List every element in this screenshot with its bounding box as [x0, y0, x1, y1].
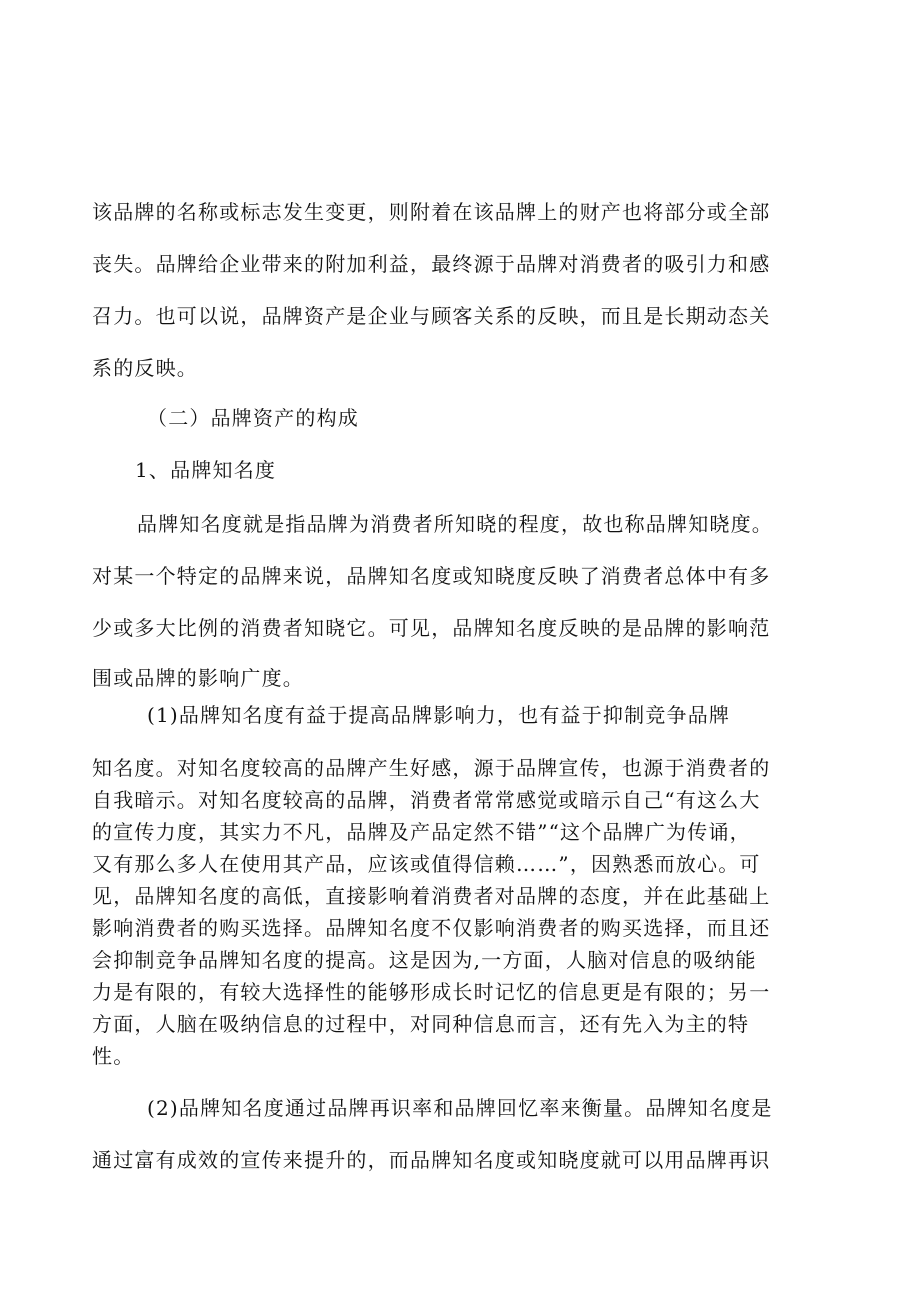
paragraph-line: 少或多大比例的消费者知晓它。可见，品牌知名度反映的是品牌的影响范 [92, 616, 771, 640]
paragraph-line: 的宣传力度，其实力不凡，品牌及产品定然不错”“这个品牌广为传诵， [92, 820, 751, 844]
paragraph-line: 品牌知名度就是指品牌为消费者所知晓的程度，故也称品牌知晓度。 [137, 512, 773, 536]
paragraph-line: 见，品牌知名度的高低，直接影响着消费者对品牌的态度，并在此基础上 [92, 884, 771, 908]
paragraph-line: 对某一个特定的品牌来说，品牌知名度或知晓度反映了消费者总体中有多 [92, 564, 771, 588]
paragraph-line: 方面，人脑在吸纳信息的过程中，对同种信息而言，还有先入为主的特 [92, 1012, 750, 1036]
paragraph-line: 围或品牌的影响广度。 [92, 666, 304, 690]
paragraph-line: (2)品牌知名度通过品牌再识率和品牌回忆率来衡量。品牌知名度是 [147, 1096, 773, 1120]
paragraph-line: 系的反映。 [92, 356, 198, 380]
subsection-heading: 1、品牌知名度 [135, 458, 277, 482]
paragraph-line: 会抑制竞争品牌知名度的提高。这是因为,一方面，人脑对信息的吸纳能 [92, 948, 757, 972]
paragraph-line: 又有那么多人在使用其产品，应该或值得信赖……”，因熟悉而放心。可 [92, 852, 761, 876]
paragraph-line: 自我暗示。对知名度较高的品牌，消费者常常感觉或暗示自己“有这么大 [92, 788, 761, 812]
paragraph-line: (1)品牌知名度有益于提高品牌影响力，也有益于抑制竞争品牌 [147, 703, 731, 727]
paragraph-line: 通过富有成效的宣传来提升的，而品牌知名度或知晓度就可以用品牌再识 [92, 1148, 771, 1172]
paragraph-line: 影响消费者的购买选择。品牌知名度不仅影响消费者的购买选择，而且还 [92, 916, 771, 940]
paragraph-line: 丧失。品牌给企业带来的附加利益，最终源于品牌对消费者的吸引力和感 [92, 252, 771, 276]
paragraph-line: 性。 [92, 1044, 135, 1068]
section-heading: （二）品牌资产的构成 [147, 406, 359, 430]
paragraph-line: 力是有限的，有较大选择性的能够形成长时记忆的信息更是有限的；另一 [92, 980, 771, 1004]
paragraph-line: 知名度。对知名度较高的品牌产生好感，源于品牌宣传，也源于消费者的 [92, 756, 771, 780]
paragraph-line: 该品牌的名称或标志发生变更，则附着在该品牌上的财产也将部分或全部 [92, 200, 771, 224]
paragraph-line: 召力。也可以说，品牌资产是企业与顾客关系的反映，而且是长期动态关 [92, 304, 771, 328]
